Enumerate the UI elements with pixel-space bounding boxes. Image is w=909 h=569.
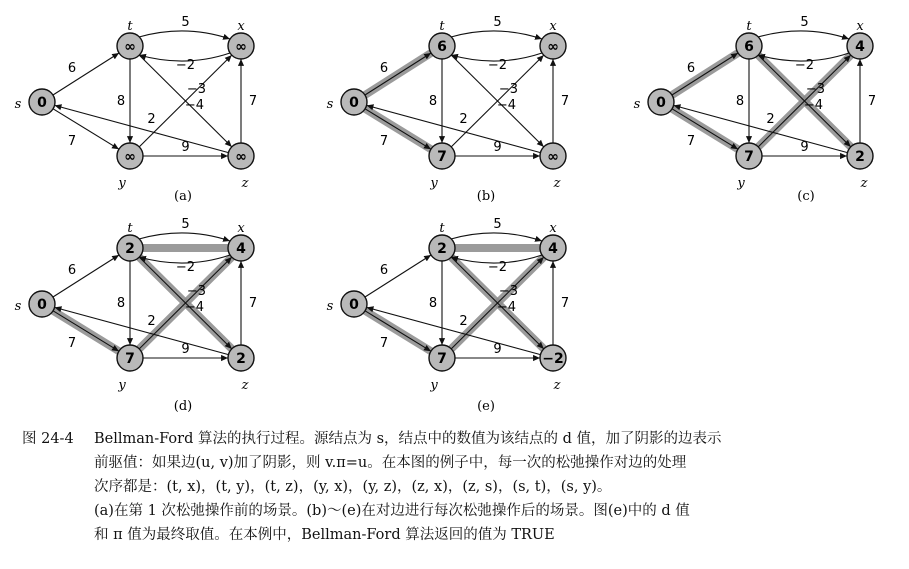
edge-weight: 5 bbox=[800, 15, 809, 30]
edge-weight: 8 bbox=[428, 94, 438, 109]
vertex-d-value: 0 bbox=[37, 297, 47, 313]
panel-label: (b) bbox=[476, 189, 496, 204]
vertex-name: x bbox=[856, 19, 864, 34]
edge-weight: 2 bbox=[147, 314, 156, 329]
caption-line: 前驱值：如果边(u, v)加了阴影，则 v.π=u。在本图的例子中，每一次的松弛操作对边的处理 bbox=[94, 455, 687, 471]
vertex-name: s bbox=[633, 97, 641, 112]
edge-weight: 5 bbox=[493, 15, 502, 30]
vertex-d-value: 4 bbox=[855, 39, 865, 55]
vertex-name: x bbox=[549, 19, 557, 34]
vertex-d-value: 2 bbox=[437, 241, 447, 257]
edge-arrow bbox=[53, 109, 119, 149]
vertex-d-value: 7 bbox=[437, 149, 447, 165]
edge-weight: 5 bbox=[181, 217, 190, 232]
vertex-name: x bbox=[549, 221, 557, 236]
vertex-name: s bbox=[326, 97, 334, 112]
vertex-name: x bbox=[237, 19, 245, 34]
edge-arrow bbox=[365, 53, 431, 95]
edge-arrow bbox=[365, 109, 431, 149]
edge-arrow bbox=[53, 311, 119, 351]
edge-arrow bbox=[53, 53, 119, 95]
vertex-d-value: 0 bbox=[656, 95, 666, 111]
vertex-d-value: 4 bbox=[548, 241, 558, 257]
vertex-d-value: 6 bbox=[437, 39, 447, 55]
vertex-d-value: −2 bbox=[542, 351, 564, 367]
edge-arrow bbox=[365, 255, 431, 297]
vertex-name: t bbox=[127, 221, 133, 236]
edge-weight: −2 bbox=[794, 58, 815, 73]
edge-weight: −3 bbox=[805, 82, 826, 97]
edge-weight: −4 bbox=[496, 98, 517, 113]
vertex-d-value: 2 bbox=[236, 351, 246, 367]
edge-weight: 7 bbox=[248, 296, 258, 311]
vertex-d-value: 0 bbox=[349, 297, 359, 313]
vertex-name: y bbox=[430, 176, 438, 191]
edge-weight: 7 bbox=[560, 94, 570, 109]
edge-weight: 5 bbox=[493, 217, 502, 232]
edge-weight: 8 bbox=[428, 296, 438, 311]
vertex-name: t bbox=[127, 19, 133, 34]
edge-weight: 7 bbox=[867, 94, 877, 109]
vertex-name: y bbox=[430, 378, 438, 393]
caption-line: 次序都是：(t, x)，(t, y)，(t, z)，(y, x)，(y, z)，(z, x)，(z, s)，(s, t)，(s, y)。 bbox=[94, 479, 612, 495]
vertex-d-value: 2 bbox=[855, 149, 865, 165]
edge-weight: 6 bbox=[67, 263, 77, 278]
edge-weight: 7 bbox=[67, 134, 77, 149]
edge-weight: 8 bbox=[116, 296, 126, 311]
graph-panel bbox=[15, 15, 257, 204]
vertex-name: z bbox=[241, 378, 249, 393]
vertex-d-value: ∞ bbox=[235, 39, 247, 55]
graph-panel bbox=[634, 15, 876, 204]
edge-weight: 7 bbox=[560, 296, 570, 311]
vertex-name: s bbox=[14, 299, 22, 314]
edge-weight: 9 bbox=[181, 140, 190, 155]
edge-arrow bbox=[758, 31, 849, 39]
panel-label: (d) bbox=[173, 399, 193, 414]
edge-weight: 9 bbox=[493, 140, 502, 155]
edge-weight: 6 bbox=[379, 61, 389, 76]
edge-weight: 9 bbox=[181, 342, 190, 357]
edge-weight: 7 bbox=[248, 94, 258, 109]
graph-panel bbox=[15, 217, 257, 414]
edge-arrow bbox=[672, 109, 738, 149]
edge-weight: −3 bbox=[498, 284, 519, 299]
vertex-d-value: ∞ bbox=[124, 149, 136, 165]
edge-arrow bbox=[53, 255, 119, 297]
vertex-name: z bbox=[553, 176, 561, 191]
vertex-name: s bbox=[14, 97, 22, 112]
vertex-name: t bbox=[439, 19, 445, 34]
edge-weight: −4 bbox=[184, 98, 205, 113]
vertex-d-value: 7 bbox=[125, 351, 135, 367]
vertex-name: y bbox=[737, 176, 745, 191]
edge-weight: 6 bbox=[379, 263, 389, 278]
edge-arrow bbox=[672, 53, 738, 95]
edge-weight: 2 bbox=[147, 112, 156, 127]
caption-line: (a)在第 1 次松弛操作前的场景。(b)～(e)在对边进行每次松弛操作后的场景。图(e)中的 d 值 bbox=[94, 503, 690, 519]
edge-weight: 5 bbox=[181, 15, 190, 30]
edge-weight: −2 bbox=[487, 58, 508, 73]
vertex-name: z bbox=[241, 176, 249, 191]
vertex-d-value: 0 bbox=[37, 95, 47, 111]
edge-weight: 2 bbox=[459, 112, 468, 127]
edge-weight: −3 bbox=[186, 82, 207, 97]
vertex-name: x bbox=[237, 221, 245, 236]
edge-weight: −4 bbox=[803, 98, 824, 113]
edge-weight: 7 bbox=[67, 336, 77, 351]
edge-weight: −4 bbox=[184, 300, 205, 315]
edge-weight: 8 bbox=[116, 94, 126, 109]
panel-label: (c) bbox=[797, 189, 815, 204]
edge-weight: 7 bbox=[379, 336, 389, 351]
vertex-d-value: ∞ bbox=[124, 39, 136, 55]
edge-weight: 9 bbox=[800, 140, 809, 155]
edge-arrow bbox=[365, 311, 431, 351]
vertex-name: t bbox=[746, 19, 752, 34]
panel-label: (e) bbox=[477, 399, 495, 414]
edge-weight: 7 bbox=[379, 134, 389, 149]
graph-panel bbox=[327, 15, 569, 204]
edge-weight: −2 bbox=[175, 58, 196, 73]
vertex-name: s bbox=[326, 299, 334, 314]
panel-label: (a) bbox=[174, 189, 192, 204]
edge-weight: 2 bbox=[459, 314, 468, 329]
edge-weight: 9 bbox=[493, 342, 502, 357]
caption-line: Bellman-Ford 算法的执行过程。源结点为 s，结点中的数值为该结点的 d 值，加了阴影的边表示 bbox=[94, 431, 722, 447]
edge-weight: −4 bbox=[496, 300, 517, 315]
edge-weight: 2 bbox=[766, 112, 775, 127]
vertex-d-value: 7 bbox=[744, 149, 754, 165]
vertex-d-value: ∞ bbox=[547, 39, 559, 55]
vertex-d-value: 6 bbox=[744, 39, 754, 55]
edge-weight: −2 bbox=[175, 260, 196, 275]
vertex-name: z bbox=[860, 176, 868, 191]
edge-arrow bbox=[139, 31, 230, 39]
edge-weight: 6 bbox=[67, 61, 77, 76]
edge-weight: −2 bbox=[487, 260, 508, 275]
vertex-d-value: 2 bbox=[125, 241, 135, 257]
edge-weight: 8 bbox=[735, 94, 745, 109]
edge-weight: −3 bbox=[186, 284, 207, 299]
edge-arrow bbox=[451, 233, 542, 241]
figure-caption bbox=[22, 427, 892, 547]
edge-weight: 6 bbox=[686, 61, 696, 76]
vertex-name: z bbox=[553, 378, 561, 393]
figure-number: 图 24-4 bbox=[22, 431, 74, 447]
graph-panel bbox=[327, 217, 569, 414]
vertex-d-value: ∞ bbox=[235, 149, 247, 165]
edge-arrow bbox=[451, 31, 542, 39]
vertex-name: y bbox=[118, 176, 126, 191]
vertex-d-value: 7 bbox=[437, 351, 447, 367]
vertex-d-value: 4 bbox=[236, 241, 246, 257]
edge-arrow bbox=[139, 233, 230, 241]
edge-weight: −3 bbox=[498, 82, 519, 97]
vertex-name: y bbox=[118, 378, 126, 393]
vertex-d-value: ∞ bbox=[547, 149, 559, 165]
vertex-d-value: 0 bbox=[349, 95, 359, 111]
edge-weight: 7 bbox=[686, 134, 696, 149]
caption-line: 和 π 值为最终取值。在本例中，Bellman-Ford 算法返回的值为 TRUE bbox=[94, 527, 555, 543]
vertex-name: t bbox=[439, 221, 445, 236]
